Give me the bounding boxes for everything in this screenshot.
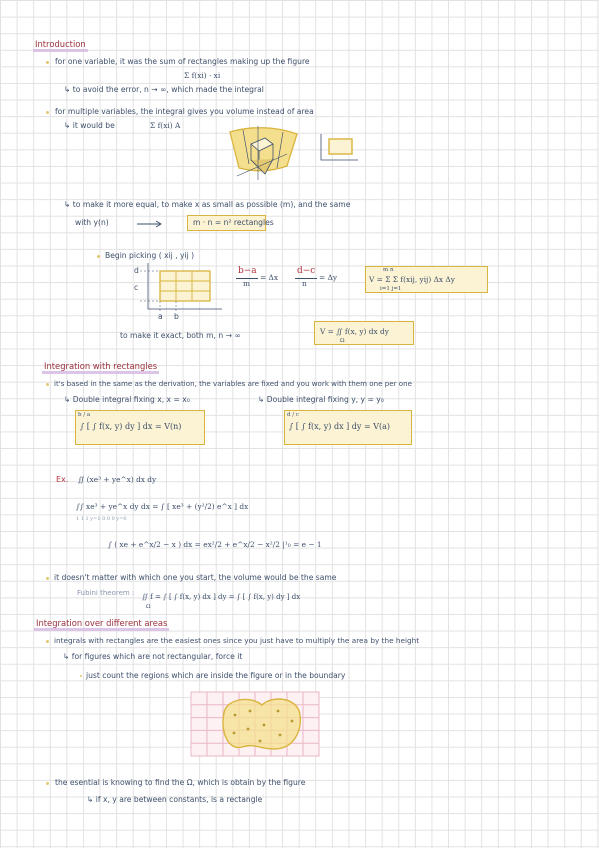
bullet-dot (80, 675, 82, 677)
begin-picking-text: Begin picking ( xij , yij ) (105, 251, 195, 260)
areas-line-1: integrals with rectangles are the easiest ones since you just have to multiply the area by the height (54, 636, 420, 645)
bullet-dot (46, 782, 49, 785)
fubini-equation: ∬ f = ∫ [ ∫ f(x, y) dx ] dy = ∫ [ ∫ f(x, y) dy ] dx (142, 593, 301, 601)
fubini-line: it doesn't matter with which one you start, the volume would be the same (54, 573, 337, 582)
heading-integration-areas: Integration over different areas (34, 618, 169, 631)
bullet-dot (46, 640, 49, 643)
double-integral-y-formula: ∫ [ ∫ f(x, y) dx ] dy = V(a) (289, 422, 391, 431)
example-line-2: ∫∫ xe³ + ye^x dy dx = ∫ [ xe³ + (y²/2) e^x ] dx (76, 502, 249, 511)
areas-line-2: ↳ for figures which are not rectangular, force it (63, 652, 243, 661)
exact-text: to make it exact, both m, n → ∞ (120, 331, 241, 340)
exact-volume-box (314, 321, 414, 345)
grid-label-c: c (134, 283, 139, 292)
intro-line-5: ↳ to make it more equal, to make x as small as possible (m), and the same (64, 200, 351, 209)
bullet-dot (97, 255, 100, 258)
bullet-dot (46, 577, 49, 580)
rect-left-label: ↳ Double integral fixing x, x = x₀ (64, 395, 190, 404)
intro-line-1: for one variable, it was the sum of rectangles making up the figure (55, 57, 310, 66)
example-label: Ex. (56, 475, 69, 484)
double-integral-x-box (75, 410, 205, 445)
volume-sum-lower: i=1 j=1 (380, 286, 402, 292)
frac1-eq: = Δx (260, 273, 279, 282)
intro-line-4: ↳ it would be (64, 121, 115, 130)
volume-sum-box (365, 266, 488, 293)
rect-right-label: ↳ Double integral fixing y, y = y₀ (258, 395, 384, 404)
volume-sum-formula: V = Σ Σ f(xij, yij) Δx Δy (369, 275, 455, 284)
intro-line-6: with y(n) (75, 218, 109, 227)
double-integral-x-limits: b / a (78, 412, 91, 418)
areas-line-3: just count the regions which are inside the figure or in the boundary (86, 671, 346, 680)
frac2-num: d−c (297, 266, 316, 276)
double-integral-x-formula: ∫ [ ∫ f(x, y) dy ] dx = V(n) (80, 422, 182, 431)
heading-integration-rectangles: Integration with rectangles (42, 361, 159, 374)
region-grid-sketch (190, 691, 320, 757)
frac1-num: b−a (238, 266, 257, 276)
rectangles-count-box (187, 215, 274, 231)
frac2-eq: = Δy (319, 273, 338, 282)
bullet-dot (46, 61, 49, 64)
example-line-3: ∫ ( xe + e^x/2 − x ) dx = ex²/2 + e^x/2 − x²/2 |¹₀ = e − 1 (108, 540, 322, 549)
volume-surface-sketch (225, 124, 300, 186)
frac2-den: n (302, 279, 307, 288)
rectangles-count-text: m · n = n² rectangles (193, 218, 274, 227)
intro-sum-1: Σ f(xi) · xi (184, 71, 221, 80)
exact-volume-domain: Ω (340, 338, 345, 344)
areas-line-5: ↳ if x, y are between constants, is a rectangle (87, 795, 263, 804)
arrow-right-icon (136, 220, 164, 228)
areas-line-4: the esential is knowing to find the Ω, which is obtain by the figure (55, 778, 306, 787)
example-line-2-limits: 1 1 1 y=1 0 0 0 y=0 (76, 516, 127, 522)
rect-line-1: it's based in the same as the derivation, the variables are fixed and you work with them one per one (54, 379, 412, 388)
intro-line-3: for multiple variables, the integral gives you volume instead of area (55, 107, 314, 116)
rectangle-axes-sketch (318, 134, 358, 164)
grid-label-a: a (158, 312, 163, 321)
double-integral-y-limits: d / c (287, 412, 299, 418)
bullet-dot (46, 111, 49, 114)
intro-sum-2: Σ f(xi) A (150, 121, 181, 130)
fubini-domain: Ω (146, 604, 151, 610)
grid-label-b: b (174, 312, 179, 321)
heading-introduction: Introduction (33, 39, 88, 52)
bullet-dot (46, 383, 49, 386)
exact-volume-formula: V = ∬ f(x, y) dx dy (320, 327, 389, 336)
double-integral-y-box (284, 410, 412, 445)
fubini-label: Fubini theorem : (77, 589, 135, 597)
grid-label-d: d (134, 266, 139, 275)
frac1-den: m (243, 279, 251, 288)
intro-line-2: ↳ to avoid the error, n → ∞, which made the integral (64, 85, 264, 94)
volume-sum-upper: m n (383, 267, 394, 273)
example-line-1: ∬ (xe³ + ye^x) dx dy (78, 475, 157, 484)
